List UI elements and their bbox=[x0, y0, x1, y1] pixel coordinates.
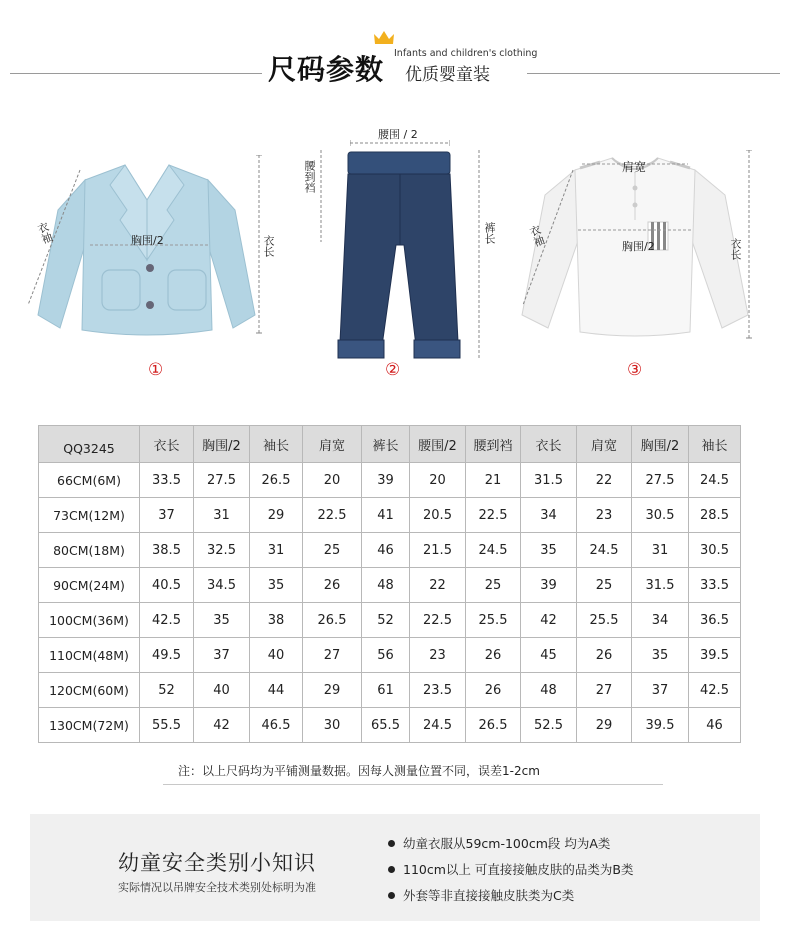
table-cell: 48 bbox=[362, 568, 410, 603]
table-cell: 37 bbox=[194, 638, 250, 673]
table-cell: 38.5 bbox=[140, 533, 194, 568]
table-row bbox=[39, 463, 741, 498]
table-cell: 31.5 bbox=[521, 463, 577, 498]
shirt-sleeve-measure-line bbox=[518, 165, 578, 315]
table-cell: 27.5 bbox=[194, 463, 250, 498]
table-cell: 35 bbox=[632, 638, 689, 673]
table-cell: 27.5 bbox=[632, 463, 689, 498]
table-cell: 40 bbox=[250, 638, 303, 673]
table-cell: 48 bbox=[521, 673, 577, 708]
table-cell: 20.5 bbox=[410, 498, 466, 533]
bullet-icon bbox=[388, 892, 395, 899]
table-cell: 33.5 bbox=[689, 568, 741, 603]
table-cell: 30.5 bbox=[632, 498, 689, 533]
table-row bbox=[39, 568, 741, 603]
table-cell: 26 bbox=[466, 673, 521, 708]
table-cell: 20 bbox=[303, 463, 362, 498]
table-cell: 31 bbox=[194, 498, 250, 533]
table-cell: 26.5 bbox=[250, 463, 303, 498]
table-cell: 25.5 bbox=[466, 603, 521, 638]
table-cell: 38 bbox=[250, 603, 303, 638]
table-cell: 52.5 bbox=[521, 708, 577, 743]
column-header: 胸围/2 bbox=[194, 426, 250, 463]
table-cell: 24.5 bbox=[466, 533, 521, 568]
table-cell: 65.5 bbox=[362, 708, 410, 743]
shirt-length-measure-line bbox=[746, 150, 752, 340]
table-cell: 36.5 bbox=[689, 603, 741, 638]
table-cell: 42 bbox=[521, 603, 577, 638]
table-cell: 35 bbox=[250, 568, 303, 603]
table-cell: 35 bbox=[194, 603, 250, 638]
pants-length-measure-line bbox=[476, 150, 482, 358]
shirt-length-label: 衣长 bbox=[729, 238, 742, 260]
table-cell: 25 bbox=[577, 568, 632, 603]
table-cell: 25.5 bbox=[577, 603, 632, 638]
pants-waist-label: 腰围 / 2 bbox=[378, 128, 418, 141]
table-row bbox=[39, 638, 741, 673]
note-divider bbox=[163, 784, 663, 785]
table-cell: 26.5 bbox=[466, 708, 521, 743]
table-row bbox=[39, 603, 741, 638]
jacket-chest-label: 胸围/2 bbox=[131, 234, 164, 247]
knowledge-item-text: 110cm以上 可直接接触皮肤的品类为B类 bbox=[403, 862, 634, 877]
table-cell: 24.5 bbox=[577, 533, 632, 568]
table-cell: 37 bbox=[632, 673, 689, 708]
table-cell: 40.5 bbox=[140, 568, 194, 603]
column-header: 衣长 bbox=[521, 426, 577, 463]
column-header: 袖长 bbox=[689, 426, 741, 463]
page-title: 尺码参数 bbox=[268, 53, 385, 86]
table-cell: 41 bbox=[362, 498, 410, 533]
size-label: 110CM(48M) bbox=[39, 638, 140, 673]
table-cell: 26 bbox=[466, 638, 521, 673]
table-cell: 32.5 bbox=[194, 533, 250, 568]
column-header: 肩宽 bbox=[577, 426, 632, 463]
table-cell: 37 bbox=[140, 498, 194, 533]
jacket-sleeve-label: 衣袖 bbox=[34, 220, 55, 246]
table-cell: 22.5 bbox=[303, 498, 362, 533]
table-cell: 26 bbox=[577, 638, 632, 673]
table-cell: 34 bbox=[521, 498, 577, 533]
table-row bbox=[39, 498, 741, 533]
table-cell: 24.5 bbox=[410, 708, 466, 743]
header-english-tagline: Infants and children's clothing bbox=[394, 48, 538, 59]
table-cell: 33.5 bbox=[140, 463, 194, 498]
table-cell: 23 bbox=[577, 498, 632, 533]
table-cell: 27 bbox=[303, 638, 362, 673]
column-header: 袖长 bbox=[250, 426, 303, 463]
table-cell: 31 bbox=[250, 533, 303, 568]
knowledge-item-text: 幼童衣服从59cm-100cm段 均为A类 bbox=[403, 836, 611, 851]
table-header-row bbox=[39, 426, 741, 463]
table-cell: 30.5 bbox=[689, 533, 741, 568]
table-cell: 44 bbox=[250, 673, 303, 708]
size-label: 80CM(18M) bbox=[39, 533, 140, 568]
table-cell: 61 bbox=[362, 673, 410, 708]
table-cell: 34 bbox=[632, 603, 689, 638]
table-cell: 42 bbox=[194, 708, 250, 743]
shirt-number: ③ bbox=[627, 360, 643, 380]
table-cell: 49.5 bbox=[140, 638, 194, 673]
size-label: 66CM(6M) bbox=[39, 463, 140, 498]
jacket-length-label: 衣长 bbox=[262, 235, 275, 257]
bullet-icon bbox=[388, 840, 395, 847]
pants-illustration bbox=[330, 150, 470, 362]
knowledge-item bbox=[388, 886, 574, 904]
table-cell: 52 bbox=[140, 673, 194, 708]
table-cell: 52 bbox=[362, 603, 410, 638]
table-cell: 42.5 bbox=[140, 603, 194, 638]
size-label: 73CM(12M) bbox=[39, 498, 140, 533]
table-cell: 29 bbox=[250, 498, 303, 533]
table-cell: 55.5 bbox=[140, 708, 194, 743]
size-label: 90CM(24M) bbox=[39, 568, 140, 603]
size-label: 120CM(60M) bbox=[39, 673, 140, 708]
size-table bbox=[38, 425, 741, 743]
table-cell: 34.5 bbox=[194, 568, 250, 603]
pants-rise-measure-line bbox=[318, 150, 324, 242]
table-cell: 31 bbox=[632, 533, 689, 568]
measurement-note: 注：以上尺码均为平铺测量数据。因每人测量位置不同，误差1-2cm bbox=[178, 764, 540, 778]
table-row bbox=[39, 673, 741, 708]
pants-number: ② bbox=[385, 360, 401, 380]
table-cell: 25 bbox=[303, 533, 362, 568]
table-cell: 20 bbox=[410, 463, 466, 498]
table-cell: 24.5 bbox=[689, 463, 741, 498]
table-cell: 25 bbox=[466, 568, 521, 603]
size-label: 130CM(72M) bbox=[39, 708, 140, 743]
knowledge-title: 幼童安全类别小知识 bbox=[118, 851, 316, 875]
header-divider-right bbox=[527, 73, 780, 74]
model-code: QQ3245 bbox=[39, 426, 140, 463]
column-header: 腰围/2 bbox=[410, 426, 466, 463]
shirt-sleeve-label: 衣袖 bbox=[526, 223, 547, 249]
table-cell: 28.5 bbox=[689, 498, 741, 533]
table-cell: 29 bbox=[577, 708, 632, 743]
table-cell: 22 bbox=[410, 568, 466, 603]
size-label: 100CM(36M) bbox=[39, 603, 140, 638]
knowledge-item-text: 外套等非直接接触皮肤类为C类 bbox=[403, 888, 575, 903]
table-cell: 29 bbox=[303, 673, 362, 708]
table-cell: 39 bbox=[362, 463, 410, 498]
table-cell: 35 bbox=[521, 533, 577, 568]
table-cell: 23.5 bbox=[410, 673, 466, 708]
column-header: 衣长 bbox=[140, 426, 194, 463]
table-cell: 26.5 bbox=[303, 603, 362, 638]
column-header: 裤长 bbox=[362, 426, 410, 463]
pants-rise-label: 腰到裆 bbox=[303, 160, 316, 193]
column-header: 肩宽 bbox=[303, 426, 362, 463]
table-cell: 26 bbox=[303, 568, 362, 603]
table-cell: 22.5 bbox=[410, 603, 466, 638]
table-cell: 46 bbox=[689, 708, 741, 743]
pants-length-label: 裤长 bbox=[483, 222, 496, 244]
knowledge-subtitle: 实际情况以吊牌安全技术类别处标明为准 bbox=[118, 881, 316, 894]
safety-knowledge-box bbox=[30, 814, 760, 921]
bullet-icon bbox=[388, 866, 395, 873]
table-cell: 23 bbox=[410, 638, 466, 673]
header-subtitle: 优质婴童装 bbox=[405, 65, 490, 85]
column-header: 胸围/2 bbox=[632, 426, 689, 463]
shirt-shoulder-label: 肩宽 bbox=[622, 160, 647, 174]
column-header: 腰到裆 bbox=[466, 426, 521, 463]
table-cell: 39.5 bbox=[689, 638, 741, 673]
table-cell: 31.5 bbox=[632, 568, 689, 603]
table-cell: 39 bbox=[521, 568, 577, 603]
jacket-number: ① bbox=[148, 360, 164, 380]
table-row bbox=[39, 708, 741, 743]
table-cell: 21.5 bbox=[410, 533, 466, 568]
table-cell: 21 bbox=[466, 463, 521, 498]
knowledge-item bbox=[388, 834, 610, 852]
header-divider-left bbox=[10, 73, 262, 74]
table-row bbox=[39, 533, 741, 568]
jacket-sleeve-measure-line bbox=[20, 165, 90, 315]
table-cell: 42.5 bbox=[689, 673, 741, 708]
table-cell: 45 bbox=[521, 638, 577, 673]
shirt-chest-label: 胸围/2 bbox=[622, 240, 655, 253]
table-cell: 39.5 bbox=[632, 708, 689, 743]
table-cell: 56 bbox=[362, 638, 410, 673]
table-cell: 22 bbox=[577, 463, 632, 498]
table-cell: 46 bbox=[362, 533, 410, 568]
table-cell: 46.5 bbox=[250, 708, 303, 743]
table-cell: 30 bbox=[303, 708, 362, 743]
table-cell: 40 bbox=[194, 673, 250, 708]
table-cell: 22.5 bbox=[466, 498, 521, 533]
table-cell: 27 bbox=[577, 673, 632, 708]
knowledge-item bbox=[388, 860, 633, 878]
crown-icon bbox=[373, 30, 395, 46]
